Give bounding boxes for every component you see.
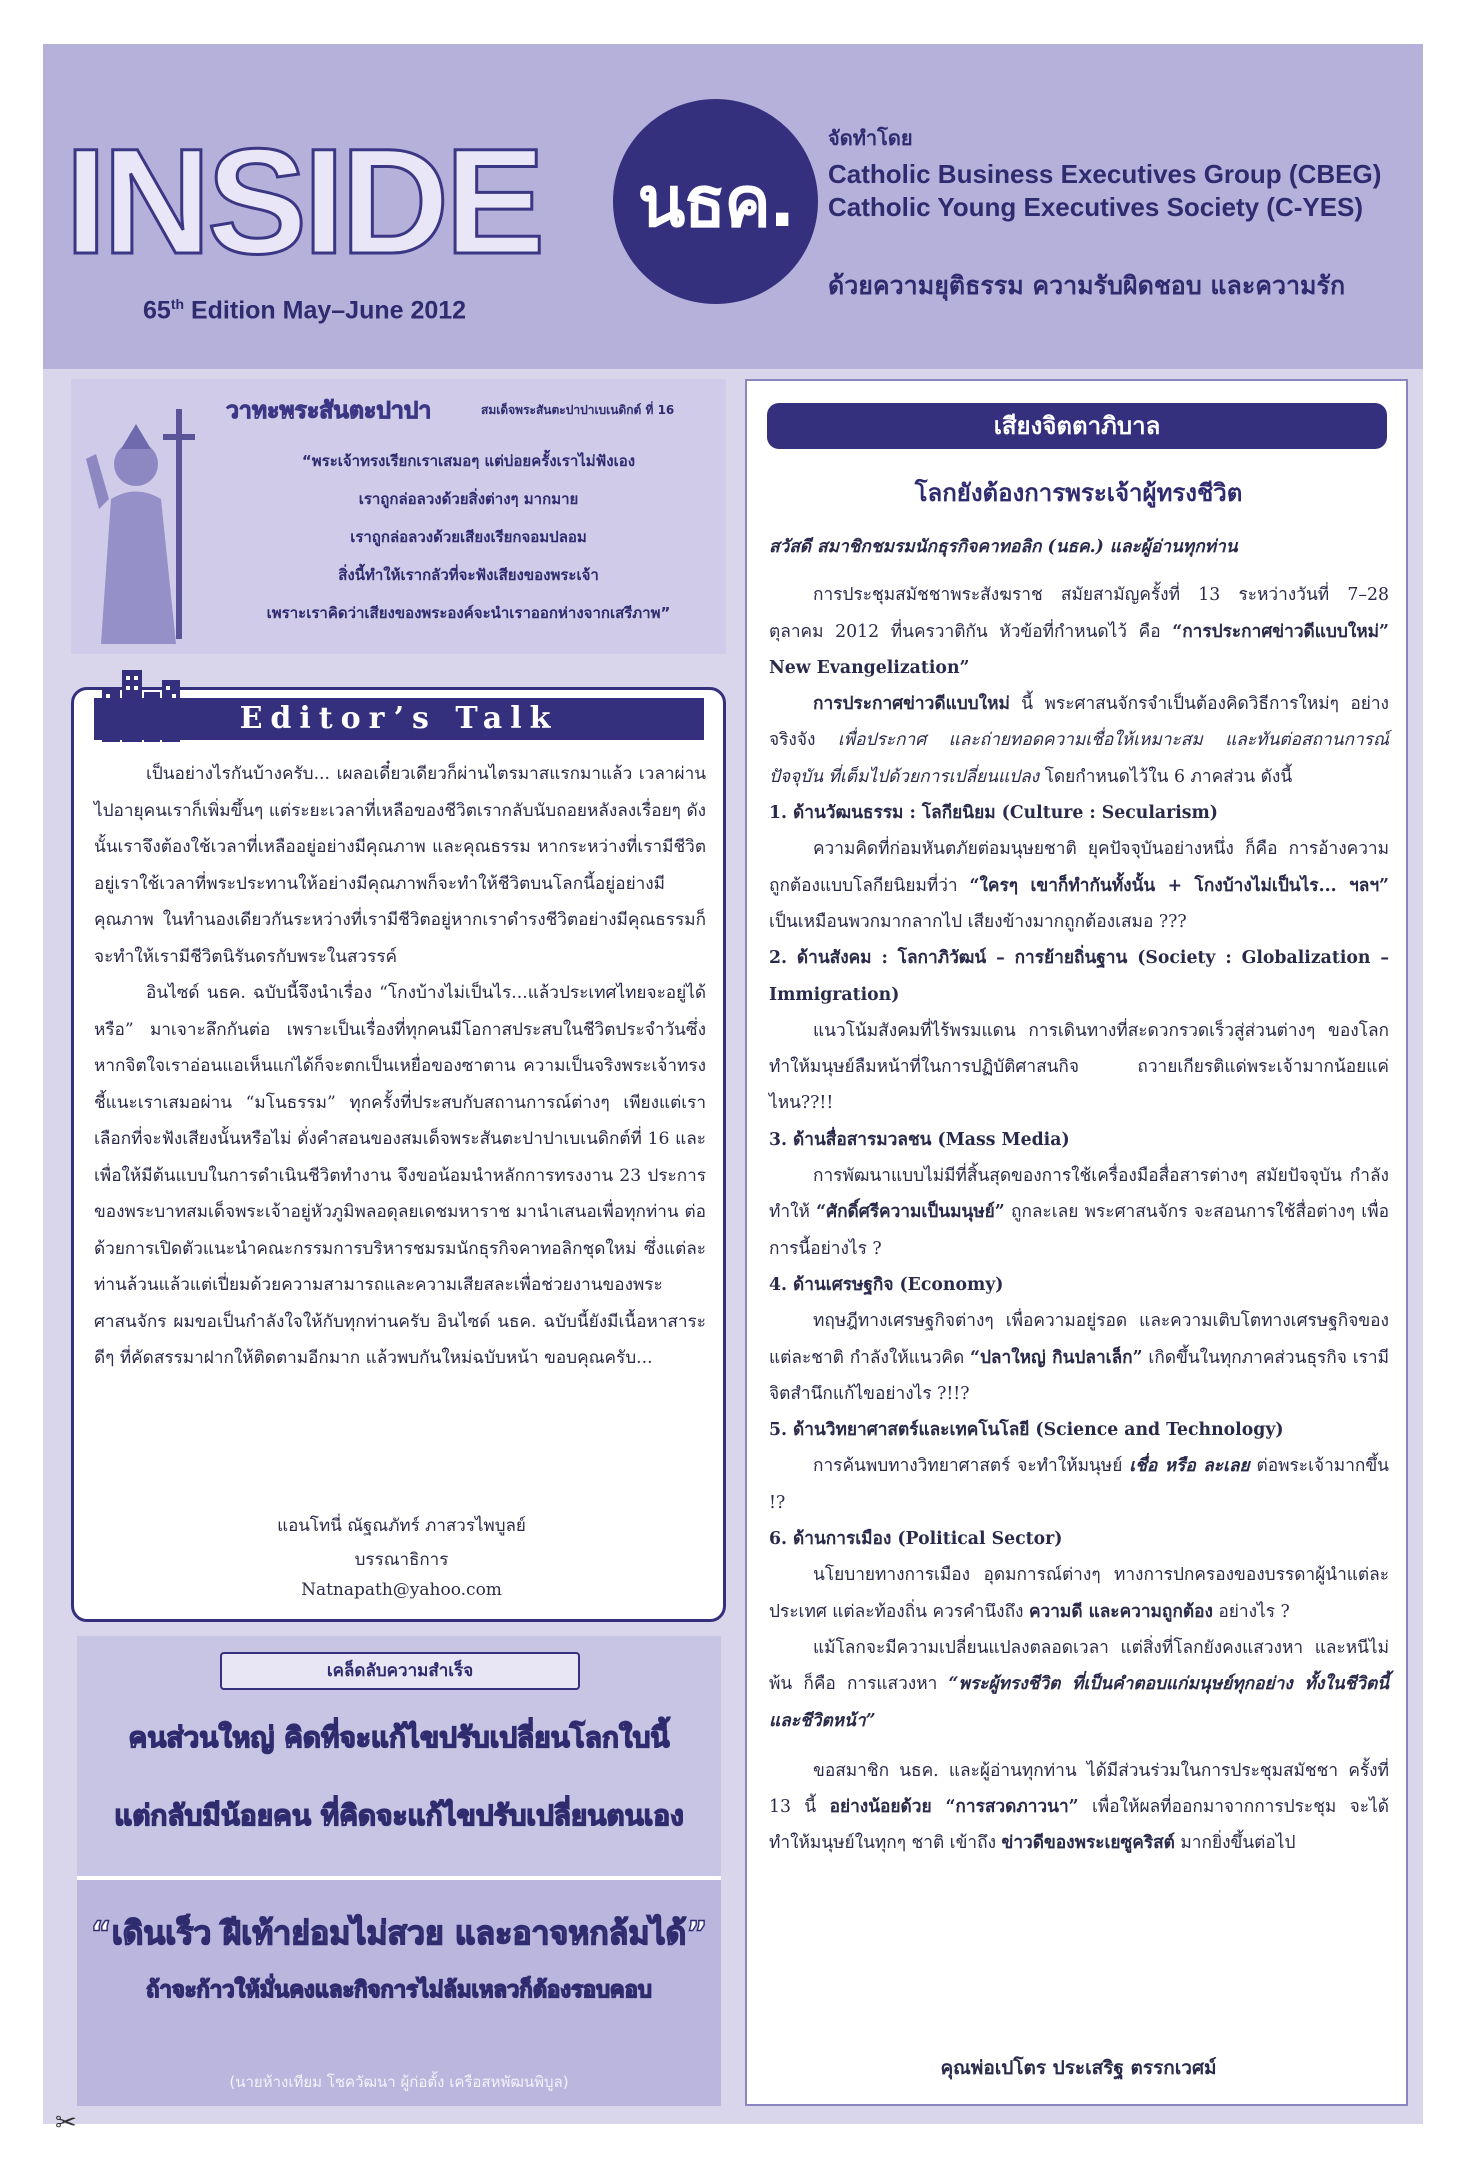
section-6-text	[769, 1557, 1389, 1630]
p2-tail: โดยกำหนดไว้ใน 6 ภาคส่วน ดังนี้	[1039, 766, 1293, 787]
chaplain-banner: เสียงจิตตาภิบาล	[767, 403, 1387, 449]
section-6-heading: 6. ด้านการเมือง (Political Sector)	[769, 1529, 1063, 1550]
s1-tail: เป็นเหมือนพวกมากลากไป เสียงข้างมากถูกต้องเสมอ ???	[769, 911, 1187, 932]
s4-text: ทฤษฎีทางเศรษฐกิจต่างๆ เพื่อความอยู่รอด และความเติบโตทางเศรษฐกิจของแต่ละชาติ กำลังให้แนวคิด	[769, 1311, 1389, 1368]
masthead	[43, 44, 1423, 369]
chaplain-column	[745, 379, 1408, 2106]
motto: ด้วยความยุติธรรม ความรับผิดชอบ และความรัก	[828, 271, 1346, 300]
section-3-text	[769, 1158, 1389, 1267]
tip-quote-main: “เดินเร็ว ฝีเท้าย่อมไม่สวย และอาจหกล้มได้”	[90, 1914, 708, 1952]
s5-tail: ต่อพระเจ้ามากขึ้น !?	[769, 1456, 1389, 1513]
p2-bold: การประกาศข่าวดีแบบใหม่	[813, 694, 1010, 715]
s6-text: นโยบายทางการเมือง อุดมการณ์ต่างๆ ทางการปกครองของบรรดาผู้นำแต่ละประเทศ แต่ละท้องถิ่น ควรคำนึงถึง	[769, 1565, 1389, 1622]
edition-number: 65	[143, 296, 171, 325]
newsletter-page	[43, 44, 1423, 2124]
s6-bold: ความดี และความถูกต้อง	[1028, 1601, 1213, 1622]
s5-text: การค้นพบทางวิทยาศาสตร์ จะทำให้มนุษย์	[813, 1456, 1130, 1477]
end-tail: มากยิ่งขึ้นต่อไป	[1174, 1833, 1296, 1854]
section-4-heading: 4. ด้านเศรษฐกิจ (Economy)	[769, 1274, 1004, 1295]
editor-name: แอนโทนี่ ณัฐณภัทร์ ภาสวรไพบูลย์	[277, 1516, 526, 1536]
editor-paragraph-2: อินไซด์ นธค. ฉบับนี้จึงนำเรื่อง “โกงบ้างไม่เป็นไร...แล้วประเทศไทยจะอยู่ได้หรือ” มาเจาะลึกกันต่อ เพราะเป็นเรื่องที่ทุกคนมีโอกาสประสบในชีวิตประจำวันซึ่งหากจิตใจเราอ่อนแอเห็นแก่ได้ก็จะตกเป็นเหยื่อของซาตาน ความเป็นจริงพระเจ้าทรงชี้แนะเราเสมอผ่าน “มโนธรรม” ทุกครั้งที่ประสบกับสถานการณ์ต่างๆ เพียงแต่เราเลือกที่จะฟังเสียงนั้นหรือไม่ ดั่งคำสอนของสมเด็จพระสันตะปาปาเบเนดิกต์ที่ 16 และเพื่อให้มีต้นแบบในการดำเนินชีวิตทำงาน จึงขอน้อมนำหลักการทรงงาน 23 ประการของพระบาทสมเด็จพระเจ้าอยู่หัวภูมิพลอดุลยเดชมหาราช มานำเสนอเพื่อทุกท่าน ต่อด้วยการเปิดตัวแนะนำคณะกรรมการบริหารชมรมนักธุรกิจคาทอลิกชุดใหม่ ซึ่งแต่ละท่านล้วนแล้วแต่เปี่ยมด้วยความสามารถและความเสียสละเพื่อช่วยงานของพระศาสนจักร ผมขอเป็นกำลังใจให้กับทุกท่านครับ อินไซด์ นธค. ฉบับนี้ยังมีเนื้อหาสาระดีๆ ที่คัดสรรมาฝากให้ติดตามอีกมาก แล้วพบกันใหม่ฉบับหน้า ขอบคุณครับ...	[94, 983, 706, 1368]
pope-quote-box	[71, 379, 726, 654]
editors-talk-banner: Editor’s Talk	[94, 698, 704, 740]
success-tip-badge: เคล็ดลับความสำเร็จ	[220, 1652, 580, 1690]
edition-text: Edition May–June 2012	[184, 296, 467, 325]
pope-quote-line: เพราะเราคิดว่าเสียงของพระองค์จะนำเราออกห่างจากเสรีภาพ”	[266, 604, 671, 622]
section-5-text	[769, 1448, 1389, 1521]
s1-bold: “ใครๆ เขาก็ทำกันทั้งนั้น + โกงบ้างไม่เป็นไร... ฯลฯ”	[969, 875, 1389, 896]
tip-quote-sub: ถ้าจะก้าวให้มั่นคงและกิจการไม่ล้มเหลวก็ต้องรอบคอบ	[146, 1978, 652, 2003]
article-body	[769, 529, 1389, 1862]
edition-label	[143, 296, 466, 325]
intro-bold: “การประกาศข่าวดีแบบใหม่” New Evangelization”	[769, 621, 1389, 678]
world-bold: “พระผู้ทรงชีวิต ที่เป็นคำตอบแก่มนุษย์ทุกอย่าง ทั้งในชีวิตนี้ และชีวิตหน้า”	[769, 1674, 1389, 1731]
section-5-heading: 5. ด้านวิทยาศาสตร์และเทคโนโลยี (Science and Technology)	[769, 1420, 1284, 1441]
pope-title: วาทะพระสันตะปาปา	[226, 398, 432, 424]
pope-illustration	[81, 389, 231, 644]
section-2-heading: 2. ด้านสังคม : โลกาภิวัฒน์ – การย้ายถิ่นฐาน (Society : Globalization – Immigration)	[769, 948, 1389, 1005]
end-text: ขอสมาชิก นธค. และผู้อ่านทุกท่าน ได้มีส่วนร่วมในการประชุมสมัชชา ครั้งที่ 13 นี้	[769, 1760, 1389, 1818]
pope-quote-line: เราถูกล่อลวงด้วยเสียงเรียกจอมปลอม	[350, 528, 587, 546]
intro-text: การประชุมสมัชชาพระสังฆราช สมัยสามัญครั้งที่ 13 ระหว่างวันที่ 7–28 ตุลาคม 2012 ที่นครวาติกัน หัวข้อที่กำหนดไว้ คือ	[769, 585, 1389, 642]
s4-bold: “ปลาใหญ่ กินปลาเล็ก”	[970, 1347, 1143, 1368]
pope-quote-line: เราถูกล่อลวงด้วยสิ่งต่างๆ มากมาย	[358, 490, 579, 508]
section-4-text	[769, 1303, 1389, 1412]
tip-line-1: คนส่วนใหญ่ คิดที่จะแก้ไขปรับเปลี่ยนโลกใบนี้	[128, 1721, 670, 1754]
article-intro	[769, 577, 1389, 686]
editor-role: บรรณาธิการ	[354, 1550, 449, 1570]
s3-bold: “ศักดิ์ศรีความเป็นมนุษย์”	[816, 1202, 1005, 1223]
s5-bold-italic: เชื่อ หรือ ละเลย	[1129, 1456, 1250, 1477]
editor-email: Natnapath@yahoo.com	[301, 1580, 502, 1600]
editors-talk-body	[94, 756, 706, 1377]
section-1-heading: 1. ด้านวัฒนธรรม : โลกียนิยม (Culture : Secularism)	[769, 803, 1218, 824]
p2-italic: เพื่อประกาศ และถ่ายทอดความเชื่อให้เหมาะสม และทันต่อสถานการณ์ปัจจุบัน ที่เต็มไปด้วยการเปลี่ยนแปลง	[769, 730, 1389, 787]
logo-inside-text: INSIDE	[65, 117, 542, 285]
editor-paragraph-1: เป็นอย่างไรกันบ้างครับ... เผลอเดี๋ยวเดียวก็ผ่านไตรมาสแรกมาแล้ว เวลาผ่านไปอายุคนเราก็เพิ่มขึ้นๆ แต่ระยะเวลาที่เหลือของชีวิตเรากลับนับถอยหลังลงเรื่อยๆ ดังนั้นเราจึงต้องใช้เวลาที่เหลืออยู่อย่างมีคุณภาพ และคุณธรรม หากระหว่างที่เรามีชีวิตอยู่เราใช้เวลาที่พระประทานให้อย่างมีคุณภาพก็จะทำให้ชีวิตบนโลกนี้อยู่อย่างมีคุณภาพ ในทำนองเดียวกันระหว่างที่เรามีชีวิตอยู่หากเราดำรงชีวิตอย่างมีคุณธรรมก็จะทำให้เรามีชีวิตนิรันดรกับพระในสวรรค์	[94, 764, 706, 967]
s1-text: ความคิดที่ก่อมหันตภัยต่อมนุษยชาติ ยุคปัจจุบันอย่างหนึ่ง ก็คือ การอ้างความถูกต้องแบบโลกียนิยมที่ว่า	[769, 839, 1389, 896]
scissors-icon: ✂	[55, 2108, 77, 2138]
s3-text: การพัฒนาแบบไม่มีที่สิ้นสุดของการใช้เครื่องมือสื่อสารต่างๆ สมัยปัจจุบัน กำลังทำให้	[769, 1166, 1389, 1223]
tip-line-2: แต่กลับมีน้อยคน ที่คิดจะแก้ไขปรับเปลี่ยนตนเอง	[114, 1799, 684, 1832]
p2-text: นี้ พระศาสนจักรจำเป็นต้องคิดวิธีการใหม่ๆ อย่างจริงจัง	[769, 694, 1389, 751]
edition-sup: th	[170, 296, 185, 312]
pope-quote-line: สิ่งนี้ทำให้เรากลัวที่จะฟังเสียงของพระเจ้า	[338, 566, 599, 584]
article-title: โลกยังต้องการพระเจ้าผู้ทรงชีวิต	[914, 479, 1243, 507]
org-cbeg: Catholic Business Executives Group (CBEG)	[828, 159, 1382, 189]
editors-talk-box	[71, 687, 726, 1622]
article-greeting: สวัสดี สมาชิกชมรมนักธุรกิจคาทอลิก (นธค.) และผู้อ่านทุกท่าน	[769, 537, 1238, 557]
s6-tail: อย่างไร ?	[1212, 1601, 1290, 1622]
article-world-paragraph	[769, 1630, 1389, 1739]
article-p2	[769, 686, 1389, 795]
section-2-text: แนวโน้มสังคมที่ไร้พรมแดน การเดินทางที่สะดวกรวดเร็วสู่ส่วนต่างๆ ของโลก ทำให้มนุษย์ลืมหน้าที่ในการปฏิบัติศาสนกิจ ถวายเกียรติแด่พระเจ้ามากน้อยแค่ไหน??!!	[769, 1020, 1389, 1114]
tip-credit: (นายห้างเทียม โชควัฒนา ผู้ก่อตั้ง เครือสหพัฒนพิบูล)	[229, 2073, 569, 2091]
s4-tail: เกิดขึ้นในทุกภาคส่วนธุรกิจ เรามีจิตสำนึกแก้ไขอย่างไร ?!!?	[769, 1347, 1389, 1404]
section-3-heading: 3. ด้านสื่อสารมวลชน (Mass Media)	[769, 1129, 1070, 1150]
s3-tail: ถูกละเลย พระศาสนจักร จะสอนการใช้สื่อต่างๆ เพื่อการนี้อย่างไร ?	[769, 1202, 1389, 1259]
article-closing-paragraph	[769, 1753, 1389, 1862]
success-tip-box	[77, 1636, 721, 2106]
tip-quote-panel	[77, 1876, 721, 2106]
pope-quote-line: “พระเจ้าทรงเรียกเราเสมอๆ แต่บ่อยครั้งเราไม่ฟังเอง	[301, 452, 636, 470]
pope-subtitle: สมเด็จพระสันตะปาปาเบเนดิกต์ ที่ 16	[481, 403, 675, 417]
end-bold-2: ข่าวดีของพระเยซูคริสต์	[1001, 1833, 1175, 1854]
article-author: คุณพ่อเปโตร ประเสริฐ ตรรกเวศม์	[940, 2057, 1217, 2079]
org-cyes: Catholic Young Executives Society (C-YES)	[828, 192, 1364, 222]
logo-circle: นธค.	[613, 99, 818, 304]
producer-label: จัดทำโดย	[828, 126, 913, 150]
world-text: แม้โลกจะมีความเปลี่ยนแปลงตลอดเวลา แต่สิ่งที่โลกยังคงแสวงหา และหนีไม่พ้น ก็คือ การแสวงหา	[769, 1637, 1389, 1695]
end-text-2: เพื่อให้ผลที่ออกมาจากการประชุม จะได้ทำให้มนุษย์ในทุกๆ ชาติ เข้าถึง	[769, 1797, 1390, 1854]
end-bold-1: อย่างน้อยด้วย “การสวดภาวนา”	[829, 1797, 1079, 1818]
section-1-text	[769, 831, 1389, 940]
